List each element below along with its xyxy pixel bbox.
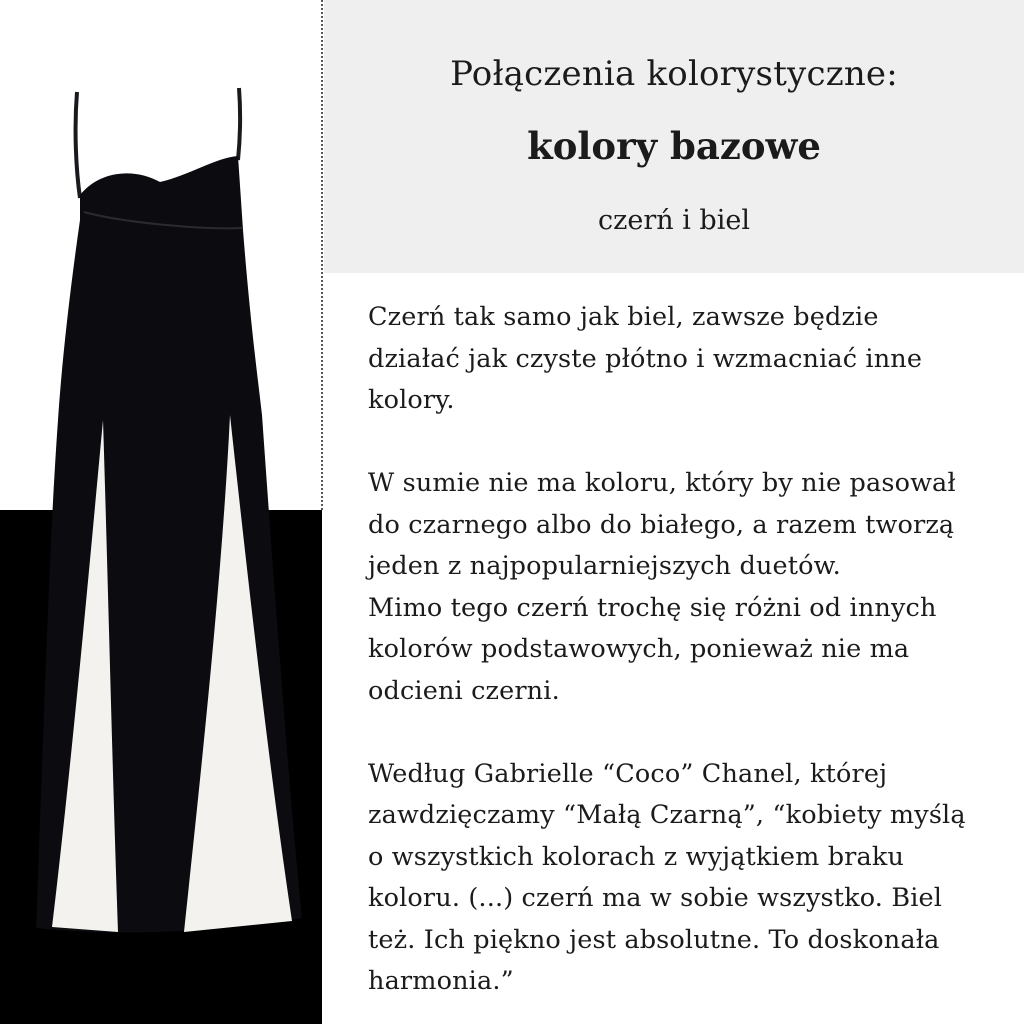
text-line: kolory. (368, 385, 455, 415)
text-line: zawdzięczamy “Małą Czarną”, “kobiety myślą (368, 800, 966, 830)
text-line: koloru. (...) czerń ma w sobie wszystko. Biel (368, 883, 943, 913)
text-line: harmonia.” (368, 966, 514, 996)
dress-strap-left (76, 92, 80, 198)
text-line: do czarnego albo do białego, a razem tworzą (368, 509, 955, 540)
paragraph-3 (368, 754, 1008, 1003)
text-line: działać jak czyste płótno i wzmacniać inne (368, 343, 923, 374)
text-line: Według Gabrielle “Coco” Chanel, której (368, 758, 888, 789)
header-box (324, 0, 1024, 273)
paragraph-2 (368, 463, 1008, 712)
dress-icon (0, 0, 322, 1024)
header-subtitle: Połączenia kolorystyczne: (450, 54, 898, 94)
text-line: kolorów podstawowych, ponieważ nie ma (368, 634, 910, 664)
text-line: też. Ich piękno jest absolutne. To doskonała (368, 924, 940, 955)
text-line: o wszystkich kolorach z wyjątkiem braku (368, 841, 905, 872)
header-caption: czerń i biel (598, 205, 750, 236)
text-line: W sumie nie ma koloru, który by nie pasował (368, 468, 956, 498)
paragraph-1 (368, 297, 1008, 422)
dress-strap-right (238, 88, 240, 160)
body-text (368, 297, 1008, 1003)
text-line: jeden z najpopularniejszych duetów. (368, 551, 841, 581)
page-title: kolory bazowe (527, 124, 821, 168)
text-line: odcieni czerni. (368, 675, 560, 706)
text-line: Mimo tego czerń trochę się różni od innych (368, 592, 937, 623)
text-line: Czerń tak samo jak biel, zawsze będzie (368, 302, 879, 332)
